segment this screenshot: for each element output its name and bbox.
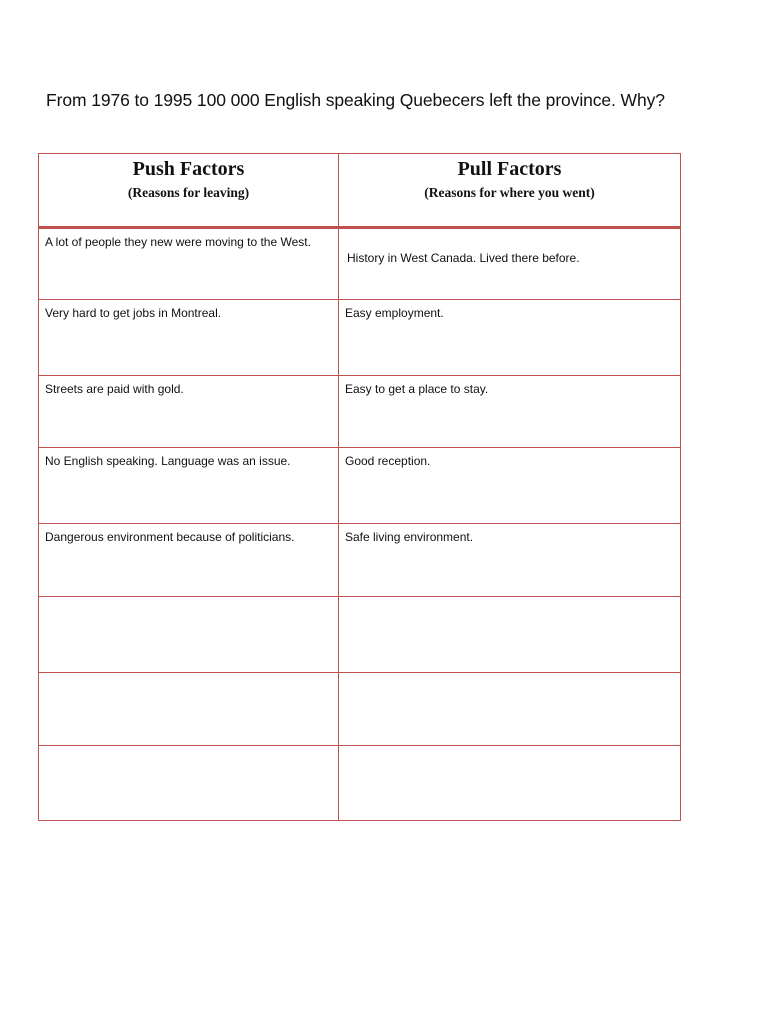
- table-row: [39, 448, 680, 524]
- push-cell: No English speaking. Language was an issue.: [39, 448, 339, 523]
- push-cell: Dangerous environment because of politicians.: [39, 524, 339, 596]
- pull-cell: [339, 597, 680, 672]
- push-cell: [39, 673, 339, 745]
- push-cell: [39, 597, 339, 672]
- pull-factors-subtitle: (Reasons for where you went): [424, 185, 595, 200]
- push-factors-title: Push Factors: [132, 158, 245, 180]
- table-row: [39, 524, 680, 597]
- pull-cell: Good reception.: [345, 454, 431, 468]
- push-header-cell: [39, 154, 339, 226]
- pull-cell: Easy employment.: [345, 306, 444, 320]
- push-cell: [39, 746, 339, 820]
- push-cell: Very hard to get jobs in Montreal.: [39, 300, 339, 375]
- pull-cell: History in West Canada. Lived there before.: [347, 251, 580, 265]
- table-row: [39, 229, 680, 300]
- pull-cell: Safe living environment.: [345, 530, 474, 544]
- table-header-row: [39, 154, 680, 229]
- table-row: [39, 746, 680, 820]
- pull-factors-title: Pull Factors: [457, 158, 562, 180]
- pull-cell: [339, 746, 680, 820]
- push-factors-subtitle: (Reasons for leaving): [127, 185, 250, 200]
- push-pull-table: [38, 153, 681, 821]
- pull-cell: Easy to get a place to stay.: [345, 382, 489, 396]
- table-row: [39, 376, 680, 448]
- question-text: From 1976 to 1995 100 000 English speaking Quebecers left the province. Why?: [46, 90, 665, 110]
- push-cell: Streets are paid with gold.: [39, 376, 339, 447]
- table-row: [39, 673, 680, 746]
- table-row: [39, 300, 680, 376]
- pull-cell: [339, 673, 680, 745]
- push-cell: A lot of people they new were moving to the West.: [39, 229, 339, 299]
- table-row: [39, 597, 680, 673]
- pull-header-cell: [339, 154, 680, 226]
